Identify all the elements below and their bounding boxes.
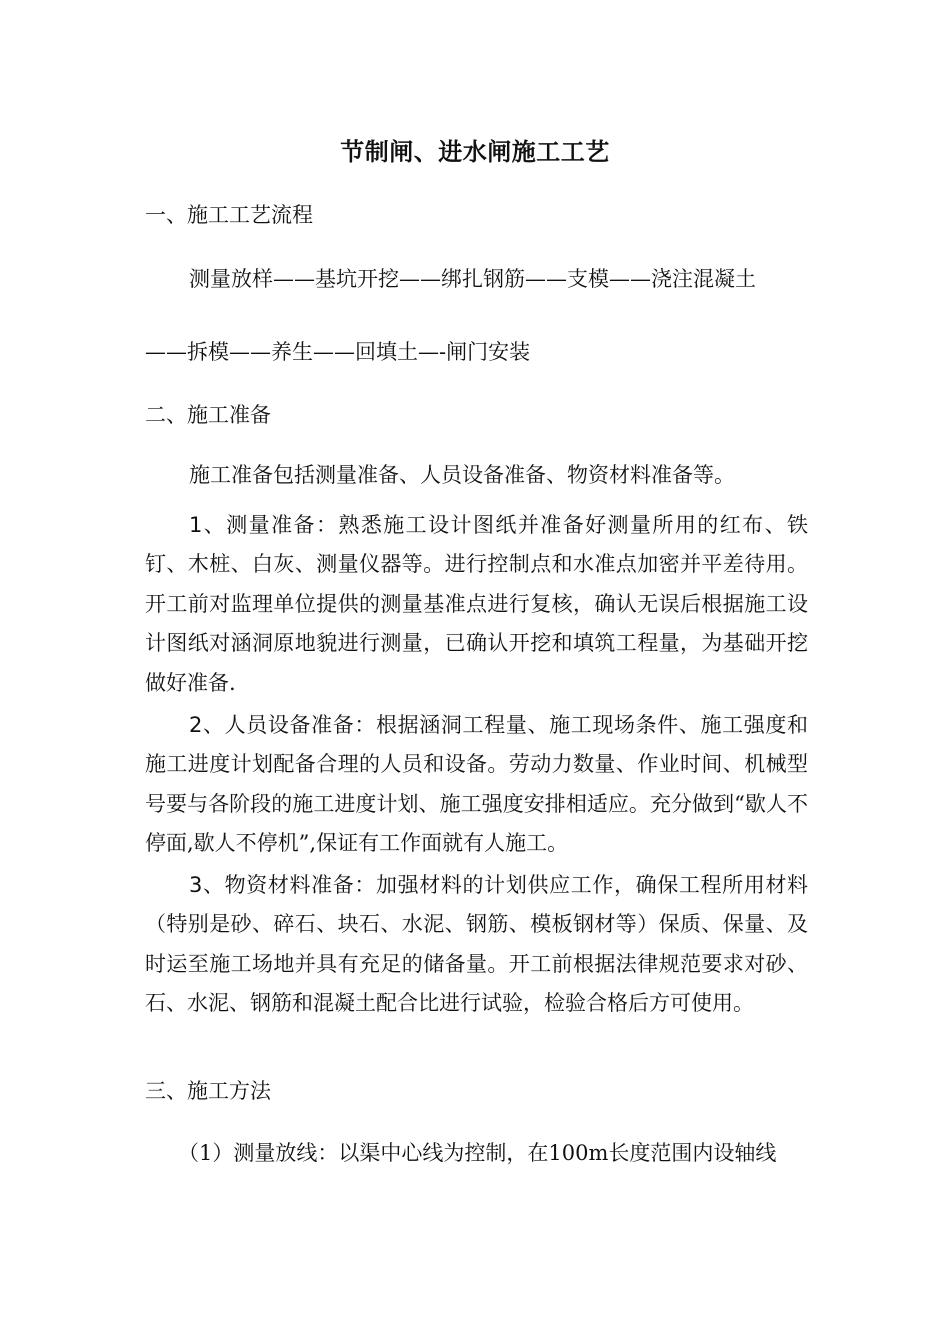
paragraph-number: 3 xyxy=(189,873,203,897)
personnel-equipment-paragraph xyxy=(145,706,808,864)
process-flow-line-2: ——拆模——养生——回填土—-闸门安装 xyxy=(145,340,531,364)
section-1-heading: 一、施工工艺流程 xyxy=(145,203,313,227)
section-3-heading: 三、施工方法 xyxy=(145,1079,271,1103)
process-flow-line-1: 测量放样——基坑开挖——绑扎钢筋——支模——浇注混凝土 xyxy=(189,267,756,291)
section-2-heading: 二、施工准备 xyxy=(145,403,271,427)
survey-layout-line: （1）测量放线：以渠中心线为控制，在100m长度范围内设轴线 xyxy=(178,1141,777,1165)
materials-preparation-paragraph xyxy=(145,866,808,1024)
paragraph-text: 、测量准备：熟悉施工设计图纸并准备好测量所用的红布、铁钉、木桩、白灰、测量仪器等。进行控制点和水准点加密并平差待用。开工前对监理单位提供的测量基准点进行复核，确认无误后根据施工设计图纸对涵洞原地貌进行测量，已确认开挖和填筑工程量，为基础开挖做好准备. xyxy=(145,513,808,695)
page-title: 节制闸、进水闸施工工艺 xyxy=(340,138,610,166)
survey-preparation-paragraph xyxy=(145,506,808,703)
paragraph-number: 1 xyxy=(189,513,203,537)
paragraph-text: 、人员设备准备：根据涵洞工程量、施工现场条件、施工强度和施工进度计划配备合理的人员和设备。劳动力数量、作业时间、机械型号要与各阶段的施工进度计划、施工强度安排相适应。充分做到“歇人不停面,歇人不停机”,保证有工作面就有人施工。 xyxy=(145,713,808,856)
preparation-intro: 施工准备包括测量准备、人员设备准备、物资材料准备等。 xyxy=(189,463,735,487)
paragraph-number: 2 xyxy=(189,713,203,737)
paragraph-text: 、物资材料准备：加强材料的计划供应工作，确保工程所用材料（特别是砂、碎石、块石、水泥、钢筋、模板钢材等）保质、保量、及时运至施工场地并具有充足的储备量。开工前根据法律规范要求对砂、石、水泥、钢筋和混凝土配合比进行试验，检验合格后方可使用。 xyxy=(145,873,808,1016)
